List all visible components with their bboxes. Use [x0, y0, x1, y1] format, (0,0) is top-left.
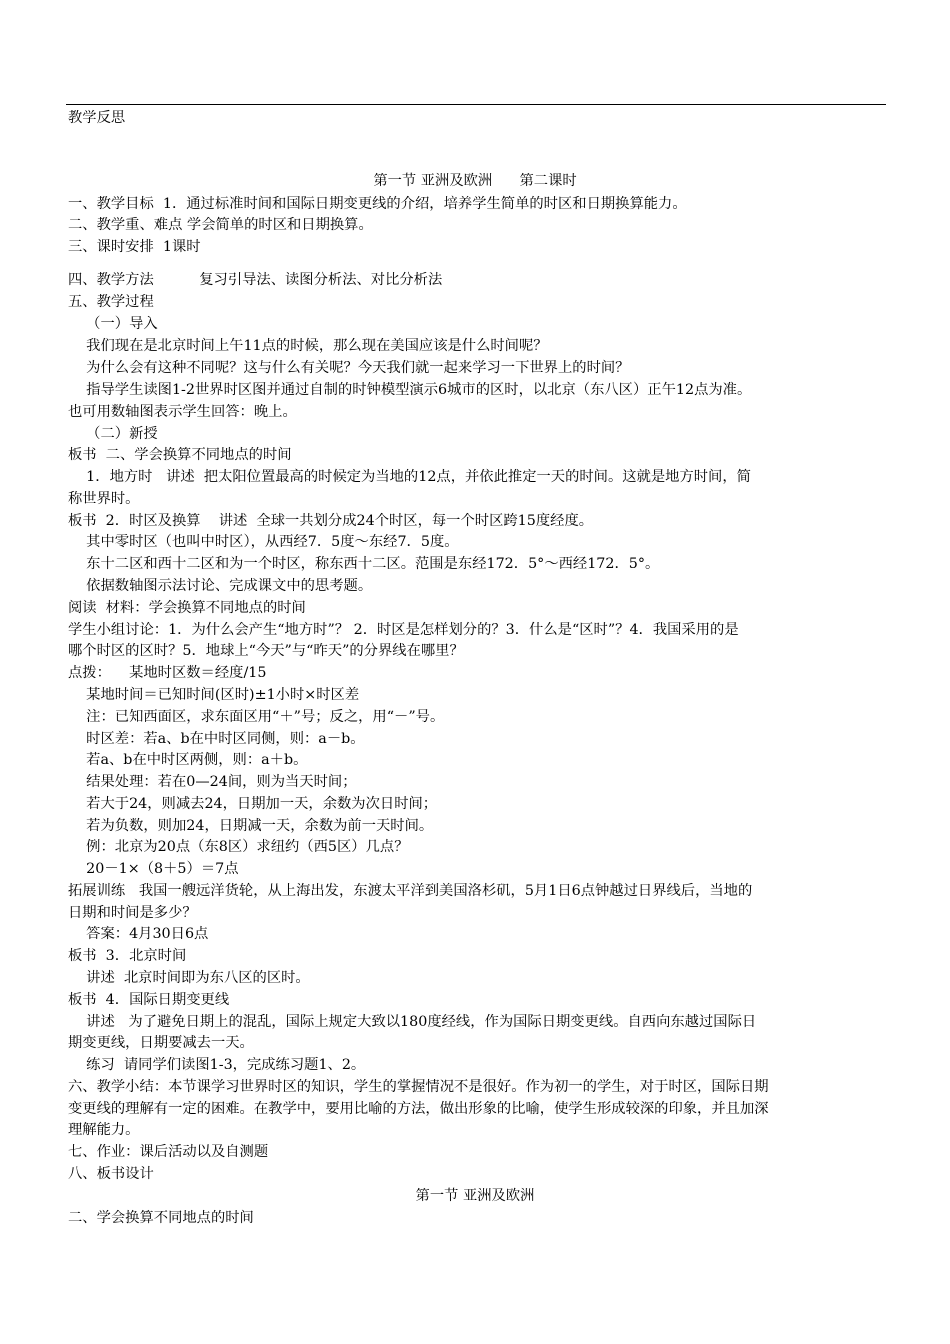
text-line: （二）新授: [68, 426, 158, 442]
text-line: 七、作业：课后活动以及自测题: [68, 1144, 269, 1160]
text-line: 结果处理：若在0—24间，则为当天时间；: [68, 774, 357, 790]
text-line: 三、课时安排 1课时: [68, 239, 201, 255]
text-line: 阅读 材料：学会换算不同地点的时间: [68, 600, 306, 616]
text-line: 依据数轴图示法讨论、完成课文中的思考题。: [68, 578, 373, 594]
text-line: 答案：4月30日6点: [68, 926, 209, 942]
text-line: 讲述 为了避免日期上的混乱，国际上规定大致以180度经线，作为国际日期变更线。自西向东越过国际日: [68, 1014, 757, 1030]
text-line: 称世界时。: [68, 491, 140, 507]
text-line: 时区差：若a、b在中时区同侧，则：a－b。: [68, 731, 365, 747]
text-line: 指导学生读图1-2世界时区图并通过自制的时钟模型演示6城市的区时，以北京（东八区）正午12点为准。: [68, 382, 752, 398]
text-line: 我们现在是北京时间上午11点的时候，那么现在美国应该是什么时间呢？: [68, 338, 548, 354]
text-line: 哪个时区的区时？5．地球上“今天”与“昨天”的分界线在哪里？: [68, 643, 464, 659]
text-line: 六、教学小结：本节课学习世界时区的知识，学生的掌握情况不是很好。作为初一的学生，对于时区，国际日期: [68, 1079, 769, 1095]
text-line: 板书 3．北京时间: [68, 948, 187, 964]
text-line: 东十二区和西十二区和为一个时区，称东西十二区。范围是东经172．5°～西经172．5°。: [68, 556, 660, 572]
text-line: 练习 请同学们读图1-3，完成练习题1、2。: [68, 1057, 366, 1073]
text-line: 五、教学过程: [68, 294, 154, 310]
text-line: 板书 4．国际日期变更线: [68, 992, 230, 1008]
text-line: 例：北京为20点（东8区）求纽约（西5区）几点？: [68, 839, 409, 855]
text-line: 四、教学方法 复习引导法、读图分析法、对比分析法: [68, 272, 443, 288]
text-line: 二、教学重、难点 学会简单的时区和日期换算。: [68, 217, 373, 233]
text-line: （一）导入: [68, 316, 158, 332]
text-line: 也可用数轴图表示学生回答：晚上。: [68, 404, 297, 420]
header-rule: [66, 104, 886, 105]
text-line: 讲述 北京时间即为东八区的区时。: [68, 970, 310, 986]
lesson-title: 第一节 亚洲及欧洲 第二课时: [373, 173, 577, 189]
text-line: 板书 二、学会换算不同地点的时间: [68, 447, 292, 463]
text-line: 变更线的理解有一定的困难。在教学中，要用比喻的方法，做出形象的比喻，使学生形成较深的印象，并且加深: [68, 1101, 769, 1117]
text-line: 板书 2．时区及换算 讲述 全球一共划分成24个时区，每一个时区跨15度经度。: [68, 513, 594, 529]
text-line: 八、板书设计: [68, 1166, 154, 1182]
board-design-item: 二、学会换算不同地点的时间: [68, 1210, 254, 1226]
board-design-title: 第一节 亚洲及欧洲: [415, 1188, 535, 1204]
text-line: 1．地方时 讲述 把太阳位置最高的时候定为当地的12点，并依此推定一天的时间。这就是地方时间，简: [68, 469, 751, 485]
text-line: 若为负数，则加24，日期减一天，余数为前一天时间。: [68, 818, 434, 834]
text-line: 为什么会有这种不同呢？这与什么有关呢？今天我们就一起来学习一下世界上的时间？: [68, 360, 630, 376]
text-line: 日期和时间是多少？: [68, 905, 197, 921]
text-line: 学生小组讨论：1．为什么会产生“地方时”？ 2．时区是怎样划分的？3．什么是“区时”？4．我国采用的是: [68, 622, 739, 638]
text-line: 某地时间＝已知时间(区时)±1小时×时区差: [68, 687, 360, 703]
text-line: 20－1×（8＋5）＝7点: [68, 861, 239, 877]
text-line: 期变更线，日期要减去一天。: [68, 1035, 254, 1051]
text-line: 点拨： 某地时区数＝经度/15: [68, 665, 267, 681]
text-line: 注：已知西面区，求东面区用“＋”号；反之，用“－”号。: [68, 709, 445, 725]
text-line: 若大于24，则减去24，日期加一天，余数为次日时间；: [68, 796, 438, 812]
text-line: 拓展训练 我国一艘远洋货轮，从上海出发，东渡太平洋到美国洛杉矶，5月1日6点钟越过日界线后，当地的: [68, 883, 753, 899]
text-line: 理解能力。: [68, 1122, 140, 1138]
text-line: 一、教学目标 1．通过标准时间和国际日期变更线的介绍，培养学生简单的时区和日期换算能力。: [68, 196, 687, 212]
text-line: 若a、b在中时区两侧，则：a＋b。: [68, 752, 308, 768]
reflection-label: 教学反思: [68, 110, 126, 126]
text-line: 其中零时区（也叫中时区），从西经7．5度～东经7．5度。: [68, 534, 459, 550]
